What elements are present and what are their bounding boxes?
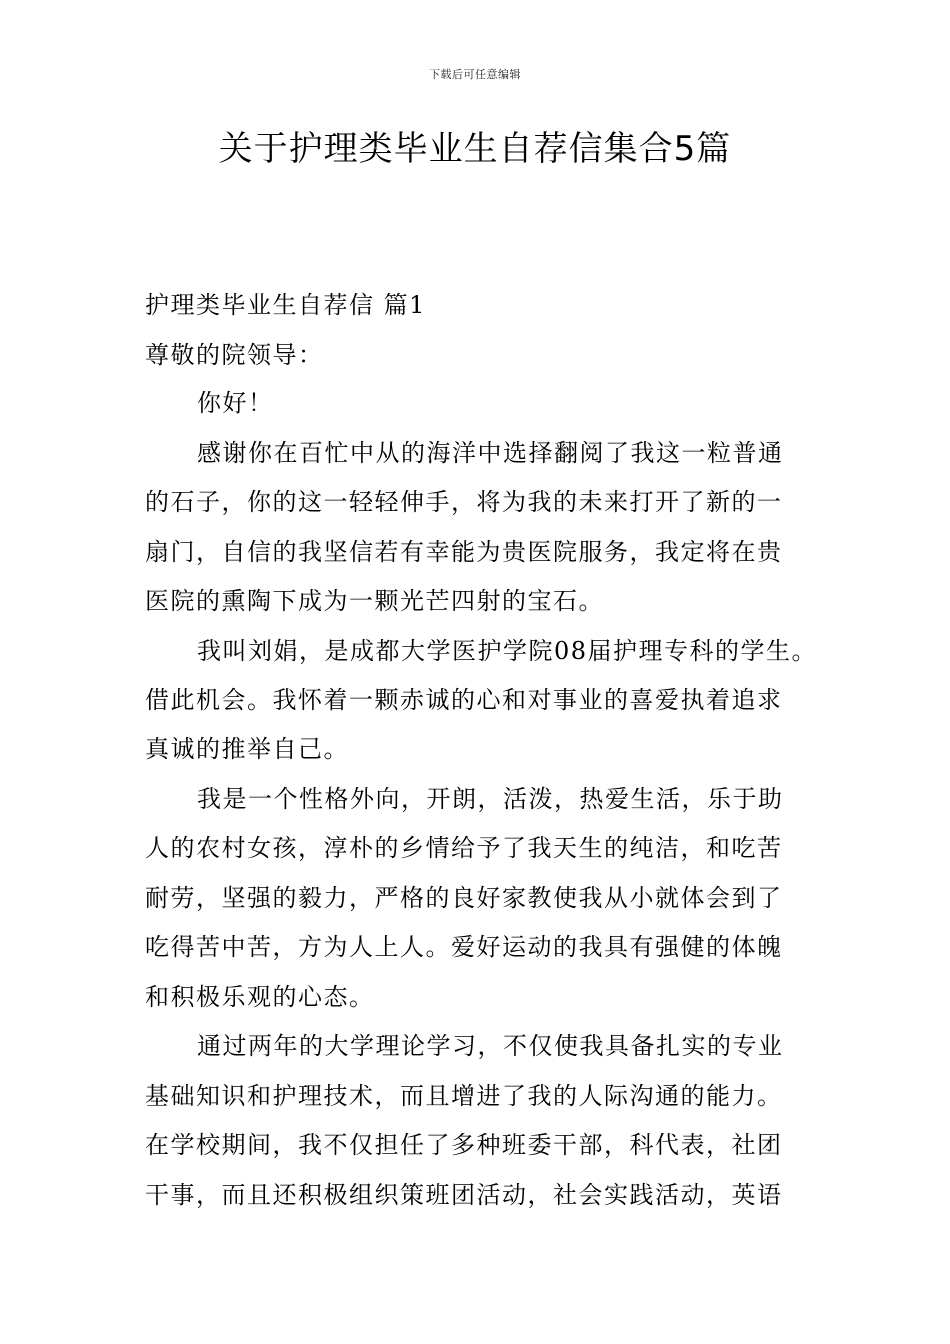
paragraph-line: 和积极乐观的心态。 — [145, 983, 375, 1011]
paragraph-line: 人的农村女孩，淳朴的乡情给予了我天生的纯洁，和吃苦 — [145, 834, 783, 862]
paragraph-line: 的石子，你的这一轻轻伸手，将为我的未来打开了新的一 — [145, 488, 783, 516]
greeting: 你好！ — [197, 389, 274, 417]
document-title: 关于护理类毕业生自荐信集合5篇 — [218, 129, 732, 169]
paragraph-line: 我是一个性格外向，开朗，活泼，热爱生活，乐于助 — [197, 785, 784, 813]
paragraph-line: 干事，而且还积极组织策班团活动，社会实践活动，英语 — [145, 1181, 783, 1209]
paragraph-line: 真诚的推举自己。 — [145, 735, 349, 763]
paragraph-line: 基础知识和护理技术，而且增进了我的人际沟通的能力。 — [145, 1082, 783, 1110]
paragraph-line: 通过两年的大学理论学习，不仅使我具备扎实的专业 — [197, 1032, 784, 1060]
section-heading: 护理类毕业生自荐信 篇1 — [145, 291, 426, 319]
header-note: 下载后可任意编辑 — [429, 68, 521, 81]
paragraph-line: 我叫刘娟，是成都大学医护学院08届护理专科的学生。 — [197, 637, 818, 665]
paragraph-line: 耐劳，坚强的毅力，严格的良好家教使我从小就体会到了 — [145, 884, 783, 912]
paragraph-line: 借此机会。我怀着一颗赤诚的心和对事业的喜爱执着追求 — [145, 686, 783, 714]
paragraph-line: 医院的熏陶下成为一颗光芒四射的宝石。 — [145, 587, 604, 615]
paragraph-line: 扇门，自信的我坚信若有幸能为贵医院服务，我定将在贵 — [145, 538, 783, 566]
paragraph-line: 吃得苦中苦，方为人上人。爱好运动的我具有强健的体魄 — [145, 933, 783, 961]
salutation: 尊敬的院领导： — [145, 341, 324, 369]
paragraph-line: 感谢你在百忙中从的海洋中选择翻阅了我这一粒普通 — [197, 439, 784, 467]
paragraph-line: 在学校期间，我不仅担任了多种班委干部，科代表，社团 — [145, 1131, 783, 1159]
